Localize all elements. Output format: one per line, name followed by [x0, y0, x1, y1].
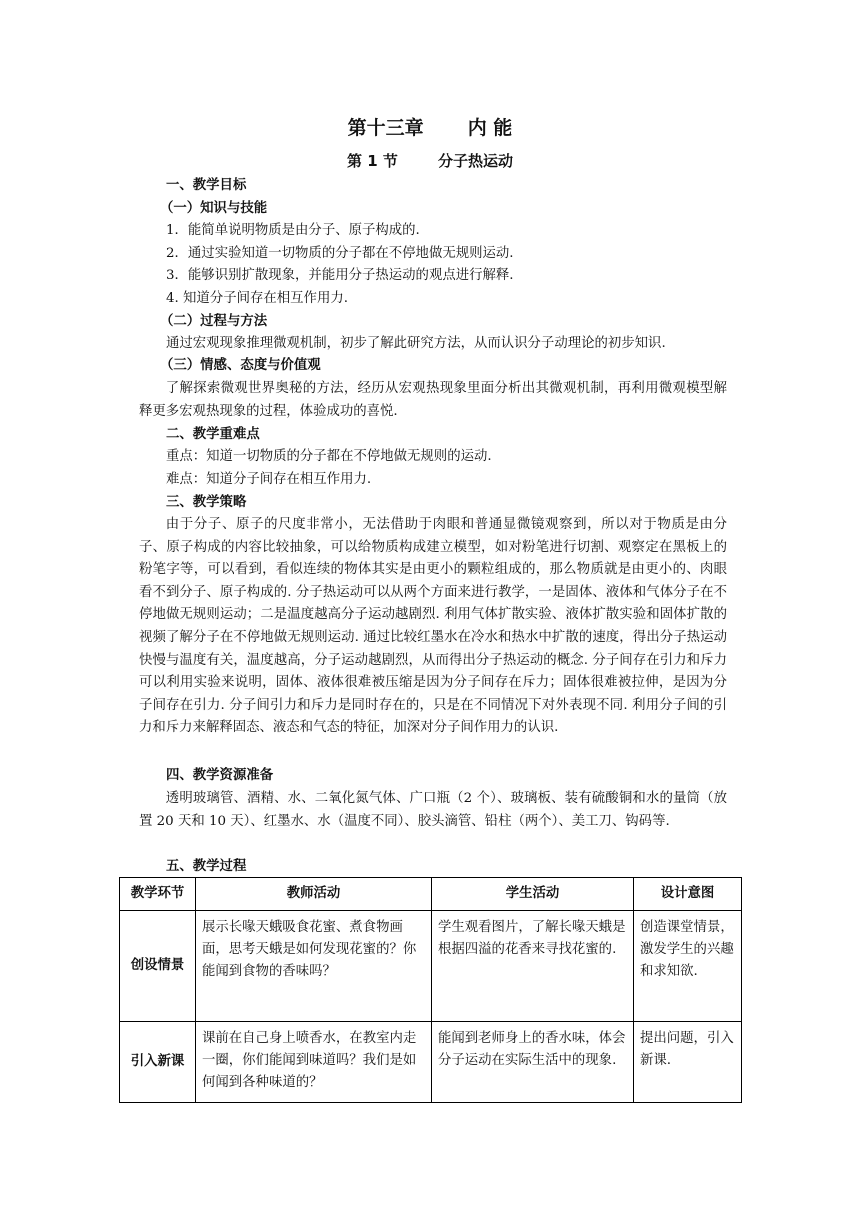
chapter-number: 第十三章 — [347, 117, 424, 139]
stage-cell: 创设情景 — [120, 911, 196, 1022]
chapter-name: 内 能 — [467, 117, 513, 139]
column-header: 设计意图 — [634, 878, 742, 911]
design-intent-cell: 创造课堂情景，激发学生的兴趣和求知欲. — [634, 911, 742, 1022]
goal-item-2: 2．通过实验知道一切物质的分子都在不停地做无规则运动. — [166, 246, 514, 261]
key-point-text: 重点：知道一切物质的分子都在不停地做无规则的运动. — [166, 449, 492, 464]
section-title — [0, 150, 860, 171]
goal-item-1: 1．能简单说明物质是由分子、原子构成的. — [166, 223, 420, 238]
teaching-strategy-text: 由于分子、原子的尺度非常小，无法借助于肉眼和普通显微镜观察到，所以对于物质是由分子、原子构成的内容比较抽象，可以给物质构成建立模型，如对粉笔进行切割、观察定在黑板上的粉笔字等，可以看到，看似连续的物体其实是由更小的颗粒组成的，那么物质就是由更小的、肉眼看不到分子、原子构成的. 分子热运动可以从两个方面来进行教学，一是固体、液体和气体分子在不停地做无规则运动；二是温度越高分子运动越剧烈. 利用气体扩散实验、液体扩散实验和固体扩散的视频了解分子在不停地做无规则运动. 通过比较红墨水在冷水和热水中扩散的速度，得出分子热运动快慢与温度有关，温度越高，分子运动越剧烈，从而得出分子热运动的概念. 分子间存在引力和斥力可以利用实验来说明，固体、液体很难被压缩是因为分子间存在斥力；固体很难被拉伸，是因为分子间存在引力. 分子间引力和斥力是同时存在的，只是在不同情况下对外表现不同. 利用分子间的引力和斥力来解释固态、液态和气态的特征，加深对分子间作用力的认识. — [139, 517, 727, 736]
heading-teaching-strategy: 三、教学策略 — [166, 495, 247, 510]
subheading-process-method: （二）过程与方法 — [160, 314, 268, 329]
design-intent-cell: 提出问题，引入新课. — [634, 1022, 742, 1103]
teacher-activity-cell: 课前在自己身上喷香水，在教室内走一圈，你们能闻到味道吗？我们是如何闻到各种味道的？ — [196, 1022, 432, 1103]
section-number: 第 1 节 — [347, 152, 398, 170]
attitude-values-text: 了解探索微观世界奥秘的方法，经历从宏观热现象里面分析出其微观机制，再利用微观模型解释更多宏观热现象的过程，体验成功的喜悦. — [139, 381, 727, 419]
stage-cell: 引入新课 — [120, 1022, 196, 1103]
subheading-knowledge-skills: （一）知识与技能 — [160, 201, 268, 216]
process-method-text: 通过宏观现象推理微观机制，初步了解此研究方法，从而认识分子动理论的初步知识. — [166, 336, 666, 351]
chapter-title — [0, 113, 860, 140]
heading-teaching-process: 五、教学过程 — [166, 859, 247, 874]
column-header: 教学环节 — [120, 878, 196, 911]
table-header-row — [120, 878, 742, 911]
student-activity-cell: 能闻到老师身上的香水味，体会分子运动在实际生活中的现象. — [432, 1022, 634, 1103]
student-activity-cell: 学生观看图片，了解长喙天蛾是根据四溢的花香来寻找花蜜的. — [432, 911, 634, 1022]
section-name: 分子热运动 — [437, 152, 513, 170]
heading-resources: 四、教学资源准备 — [166, 768, 274, 783]
goal-item-3: 3．能够识别扩散现象，并能用分子热运动的观点进行解释. — [166, 268, 514, 283]
resources-text: 透明玻璃管、酒精、水、二氧化氮气体、广口瓶（2 个）、玻璃板、装有硫酸铜和水的量筒（放置 20 天和 10 天）、红墨水、水（温度不同）、胶头滴管、铅柱（两个）、美工刀、钩码等. — [139, 791, 727, 829]
heading-key-difficult: 二、教学重难点 — [166, 427, 260, 442]
column-header: 学生活动 — [432, 878, 634, 911]
goal-item-4: 4. 知道分子间存在相互作用力. — [166, 291, 348, 306]
heading-teaching-goals: 一、教学目标 — [166, 178, 247, 193]
table-row — [120, 1022, 742, 1103]
subheading-attitude-values: （三）情感、态度与价值观 — [160, 358, 321, 373]
difficult-point-text: 难点：知道分子间存在相互作用力. — [166, 472, 372, 487]
column-header: 教师活动 — [196, 878, 432, 911]
table-row — [120, 911, 742, 1022]
teacher-activity-cell: 展示长喙天蛾吸食花蜜、煮食物画面，思考天蛾是如何发现花蜜的？你能闻到食物的香味吗？ — [196, 911, 432, 1022]
teaching-process-table — [119, 877, 742, 1103]
